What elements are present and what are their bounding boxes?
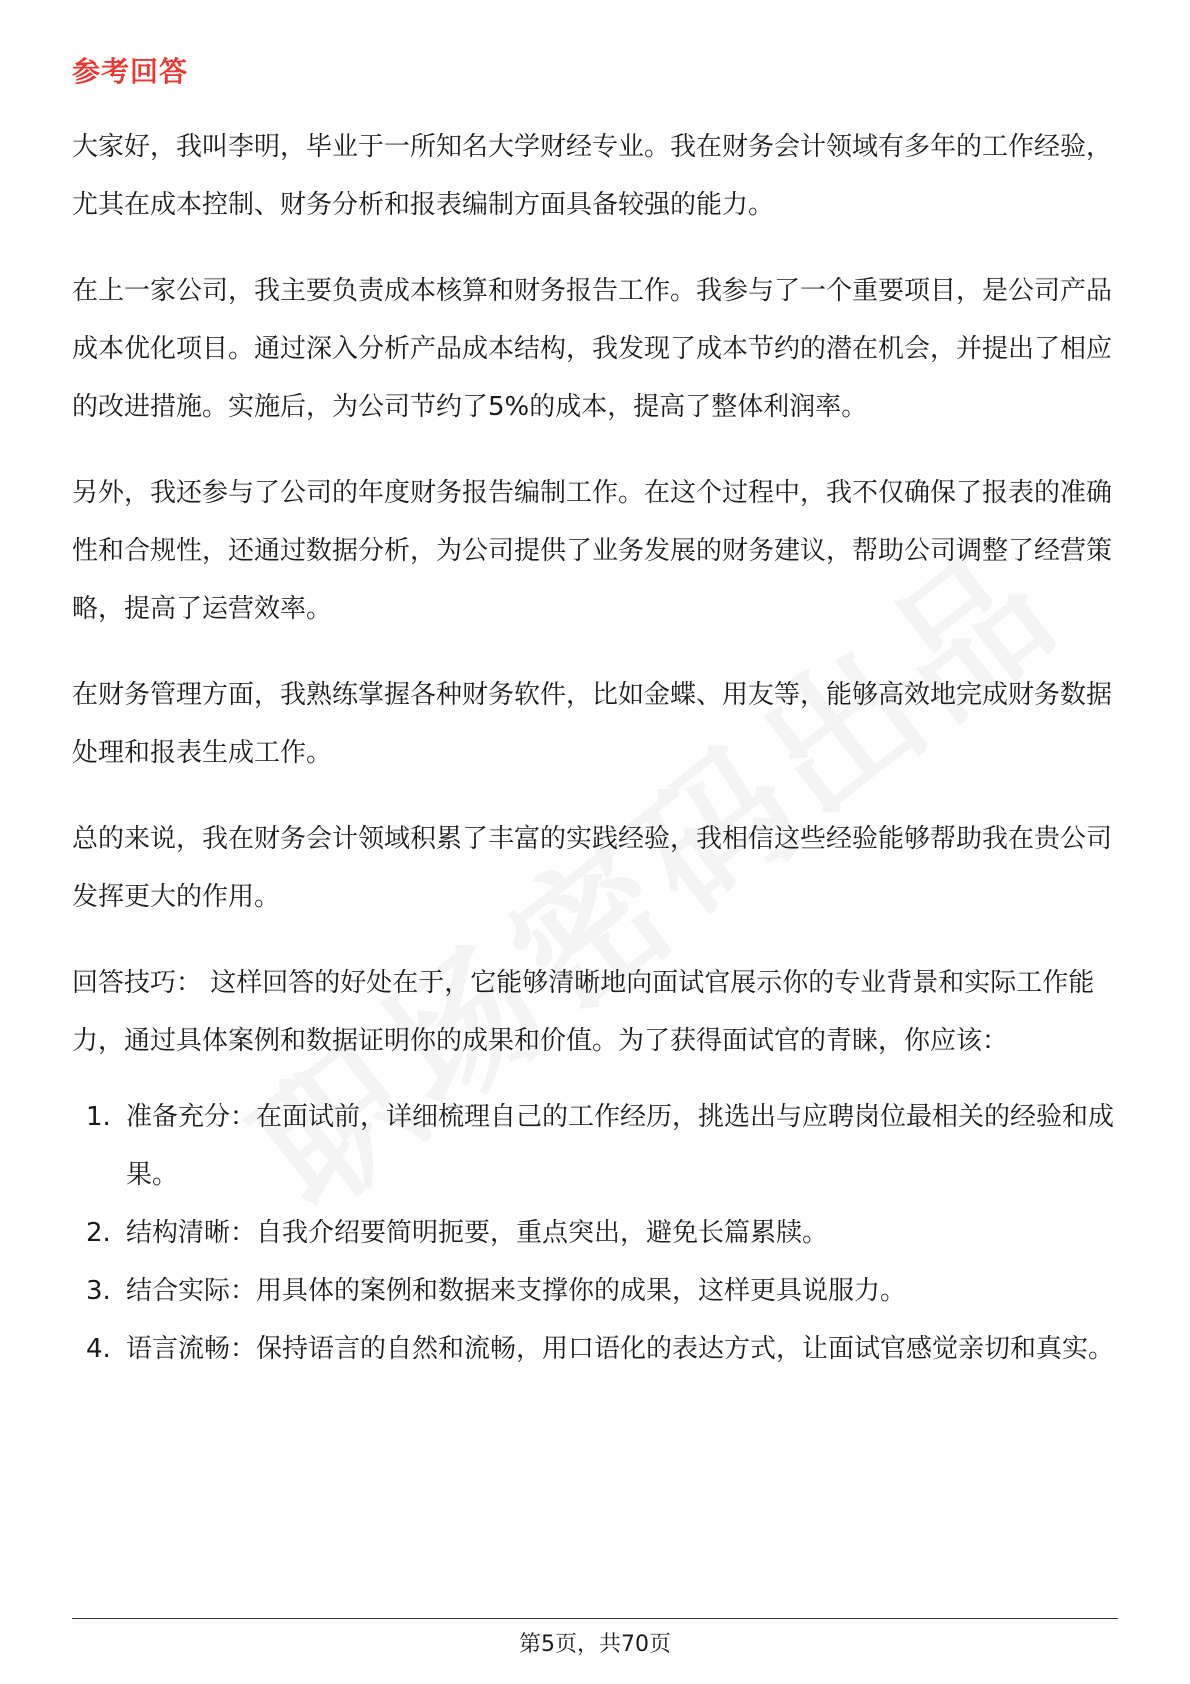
- list-item: [72, 1262, 1122, 1320]
- list-item-text: 结构清晰：自我介绍要简明扼要，重点突出，避免长篇累牍。: [126, 1218, 829, 1248]
- list-item-text: 语言流畅：保持语言的自然和流畅，用口语化的表达方式，让面试官感觉亲切和真实。: [126, 1334, 1115, 1364]
- list-item: [72, 1088, 1122, 1204]
- list-item-text: 准备充分：在面试前，详细梳理自己的工作经历，挑选出与应聘岗位最相关的经验和成果。: [126, 1102, 1115, 1190]
- page-number: 第5页，共70页: [519, 1632, 671, 1657]
- paragraph-project: 在上一家公司，我主要负责成本核算和财务报告工作。我参与了一个重要项目，是公司产品成本优化项目。通过深入分析产品成本结构，我发现了成本节约的潜在机会，并提出了相应的改进措施。实施后，为公司节约了5%的成本，提高了整体利润率。: [72, 276, 1113, 422]
- list-number: 2.: [86, 1218, 111, 1248]
- paragraph-intro: 大家好，我叫李明，毕业于一所知名大学财经专业。我在财务会计领域有多年的工作经验，尤其在成本控制、财务分析和报表编制方面具备较强的能力。: [72, 132, 1113, 220]
- list-number: 1.: [86, 1102, 111, 1132]
- footer-divider: [72, 1618, 1118, 1619]
- paragraph-software: 在财务管理方面，我熟练掌握各种财务软件，比如金蝶、用友等，能够高效地完成财务数据处理和报表生成工作。: [72, 680, 1113, 768]
- answer-content: [72, 118, 1122, 1378]
- paragraph-annual-report: 另外，我还参与了公司的年度财务报告编制工作。在这个过程中，我不仅确保了报表的准确性和合规性，还通过数据分析，为公司提供了业务发展的财务建议，帮助公司调整了经营策略，提高了运营效率。: [72, 478, 1113, 624]
- list-item: [72, 1320, 1122, 1378]
- list-number: 4.: [86, 1334, 111, 1364]
- list-item: [72, 1204, 1122, 1262]
- tips-list: [72, 1088, 1122, 1378]
- paragraph-tips-intro: 回答技巧： 这样回答的好处在于，它能够清晰地向面试官展示你的专业背景和实际工作能力，通过具体案例和数据证明你的成果和价值。为了获得面试官的青睐，你应该：: [72, 968, 1095, 1056]
- section-title: 参考回答: [72, 55, 189, 88]
- list-item-text: 结合实际：用具体的案例和数据来支撑你的成果，这样更具说服力。: [126, 1276, 907, 1306]
- paragraph-summary: 总的来说，我在财务会计领域积累了丰富的实践经验，我相信这些经验能够帮助我在贵公司发挥更大的作用。: [72, 824, 1113, 912]
- list-number: 3.: [86, 1276, 111, 1306]
